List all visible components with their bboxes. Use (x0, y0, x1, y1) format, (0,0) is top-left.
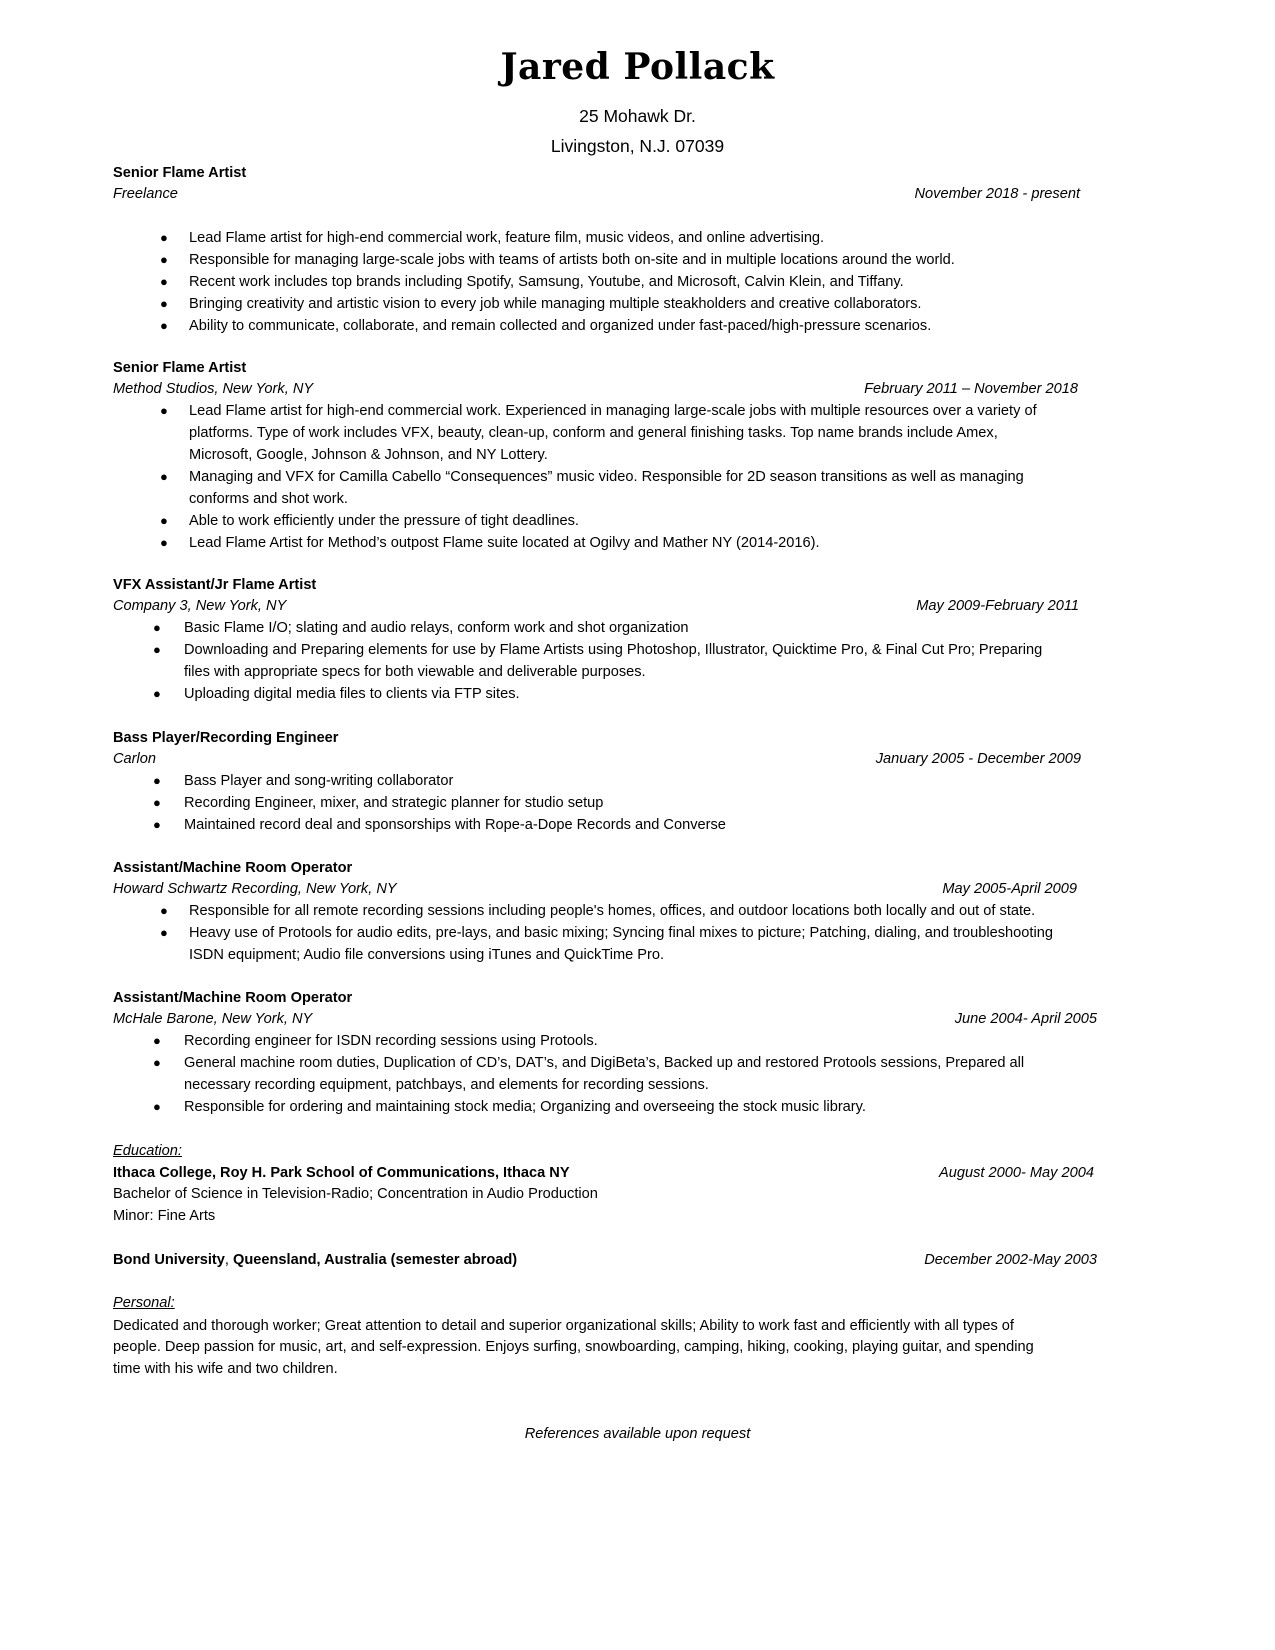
references-note: References available upon request (524, 1426, 751, 1442)
job-title: Assistant/Machine Room Operator (113, 860, 353, 876)
bullet-icon: ● (153, 1099, 161, 1114)
bullet-text: Recording Engineer, mixer, and strategic planner for studio setup (184, 795, 604, 811)
bullet-text: ISDN equipment; Audio file conversions using iTunes and QuickTime Pro. (189, 947, 665, 963)
bullet-text: files with appropriate specs for both viewable and deliverable purposes. (184, 664, 646, 680)
job-dates: June 2004- April 2005 (954, 1011, 1097, 1027)
personal-text-line: time with his wife and two children. (113, 1361, 338, 1377)
bullet-text: Bringing creativity and artistic vision to every job while managing multiple steakholders and creative collaborators. (189, 296, 922, 312)
bullet-text: Recent work includes top brands including Spotify, Samsung, Youtube, and Microsoft, Calvin Klein, and Tiffany. (189, 274, 904, 290)
school-dates: August 2000- May 2004 (939, 1165, 1094, 1181)
personal-heading: Personal: (113, 1295, 175, 1311)
bullet-icon: ● (160, 403, 168, 418)
personal-text-line: Dedicated and thorough worker; Great attention to detail and superior organizational skills; Ability to work fast and efficiently with all types of (113, 1318, 1014, 1334)
bullet-icon: ● (160, 296, 168, 311)
bullet-text: Recording engineer for ISDN recording sessions using Protools. (184, 1033, 598, 1049)
bullet-text: Microsoft, Google, Johnson & Johnson, and NY Lottery. (189, 447, 548, 463)
job-dates: February 2011 – November 2018 (864, 381, 1078, 397)
job-title: Bass Player/Recording Engineer (113, 730, 339, 746)
school-2-dates: December 2002-May 2003 (924, 1252, 1097, 1268)
bullet-icon: ● (153, 620, 161, 635)
bullet-text: General machine room duties, Duplication of CD’s, DAT’s, and DigiBeta’s, Backed up and restored Protools sessions, Prepared all (184, 1055, 1025, 1071)
job-dates: January 2005 - December 2009 (875, 751, 1081, 767)
bullet-icon: ● (153, 1033, 161, 1048)
bullet-text: Basic Flame I/O; slating and audio relays, conform work and shot organization (184, 620, 689, 636)
bullet-text: conforms and shot work. (189, 491, 348, 507)
education-heading: Education: (113, 1143, 182, 1159)
bullet-icon: ● (153, 817, 161, 832)
company: Method Studios, New York, NY (113, 381, 314, 397)
bullet-text: Bass Player and song-writing collaborator (184, 773, 454, 789)
address-line-1: 25 Mohawk Dr. (579, 106, 696, 126)
bullet-icon: ● (153, 795, 161, 810)
school-2-location: Queensland, Australia (semester abroad) (233, 1252, 518, 1268)
bullet-icon: ● (160, 925, 168, 940)
bullet-text: Responsible for managing large-scale jobs with teams of artists both on-site and in multiple locations around the world. (189, 252, 955, 268)
bullet-text: Ability to communicate, collaborate, and remain collected and organized under fast-paced/high-pressure scenarios. (189, 318, 932, 334)
minor: Minor: Fine Arts (113, 1208, 216, 1224)
company: Freelance (113, 186, 178, 202)
bullet-icon: ● (160, 252, 168, 267)
job-dates: November 2018 - present (914, 186, 1080, 202)
company: Carlon (113, 751, 156, 767)
job-title: Assistant/Machine Room Operator (113, 990, 353, 1006)
bullet-icon: ● (160, 535, 168, 550)
bullet-text: Responsible for ordering and maintaining stock media; Organizing and overseeing the stock music library. (184, 1099, 866, 1115)
job-title: Senior Flame Artist (113, 165, 247, 181)
job-dates: May 2005-April 2009 (942, 881, 1077, 897)
bullet-icon: ● (153, 1055, 161, 1070)
bullet-text: Heavy use of Protools for audio edits, pre-lays, and basic mixing; Syncing final mixes to picture; Patching, dialing, and troubleshooting (189, 925, 1053, 941)
bullet-text: Managing and VFX for Camilla Cabello “Consequences” music video. Responsible for 2D season transitions as well as managing (189, 469, 1024, 485)
degree: Bachelor of Science in Television-Radio; Concentration in Audio Production (113, 1186, 598, 1202)
bullet-icon: ● (153, 686, 161, 701)
bullet-text: Lead Flame artist for high-end commercial work, feature film, music videos, and online advertising. (189, 230, 825, 246)
candidate-name: Jared Pollack (500, 46, 775, 88)
address-line-2: Livingston, N.J. 07039 (550, 136, 725, 156)
bullet-text: Responsible for all remote recording sessions including people's homes, offices, and outdoor locations both locally and out of state. (189, 903, 1036, 919)
job-title: Senior Flame Artist (113, 360, 247, 376)
company: McHale Barone, New York, NY (113, 1011, 313, 1027)
bullet-text: Able to work efficiently under the pressure of tight deadlines. (189, 513, 579, 529)
job-dates: May 2009-February 2011 (916, 598, 1079, 614)
bullet-text: Uploading digital media files to clients via FTP sites. (184, 686, 520, 702)
bullet-text: platforms. Type of work includes VFX, beauty, clean-up, conform and general finishing tasks. Top name brands include Amex, (189, 425, 998, 441)
bullet-text: Downloading and Preparing elements for use by Flame Artists using Photoshop, Illustrator, Quicktime Pro, & Final Cut Pro; Preparing (184, 642, 1043, 658)
bullet-icon: ● (160, 513, 168, 528)
bullet-icon: ● (160, 469, 168, 484)
bullet-text: Lead Flame Artist for Method’s outpost Flame suite located at Ogilvy and Mather NY (2014-2016). (189, 535, 820, 551)
bullet-icon: ● (160, 274, 168, 289)
bullet-icon: ● (153, 642, 161, 657)
school-2-name: Bond University (113, 1252, 225, 1268)
bullet-text: necessary recording equipment, patchbays, and elements for recording sessions. (184, 1077, 709, 1093)
bullet-icon: ● (160, 318, 168, 333)
personal-text-line: people. Deep passion for music, art, and self-expression. Enjoys surfing, snowboarding, camping, hiking, cooking, playing guitar, and spending (113, 1339, 1034, 1355)
bullet-icon: ● (160, 903, 168, 918)
bullet-text: Maintained record deal and sponsorships with Rope-a-Dope Records and Converse (184, 817, 726, 833)
school-2 (113, 1249, 517, 1271)
school-2-separator: , (224, 1252, 234, 1268)
school-name: Ithaca College, Roy H. Park School of Communications, Ithaca NY (113, 1165, 570, 1181)
company: Howard Schwartz Recording, New York, NY (113, 881, 397, 897)
company: Company 3, New York, NY (113, 598, 287, 614)
bullet-icon: ● (160, 230, 168, 245)
bullet-icon: ● (153, 773, 161, 788)
job-title: VFX Assistant/Jr Flame Artist (113, 577, 317, 593)
bullet-text: Lead Flame artist for high-end commercial work. Experienced in managing large-scale jobs with multiple resources over a variety of (189, 403, 1037, 419)
